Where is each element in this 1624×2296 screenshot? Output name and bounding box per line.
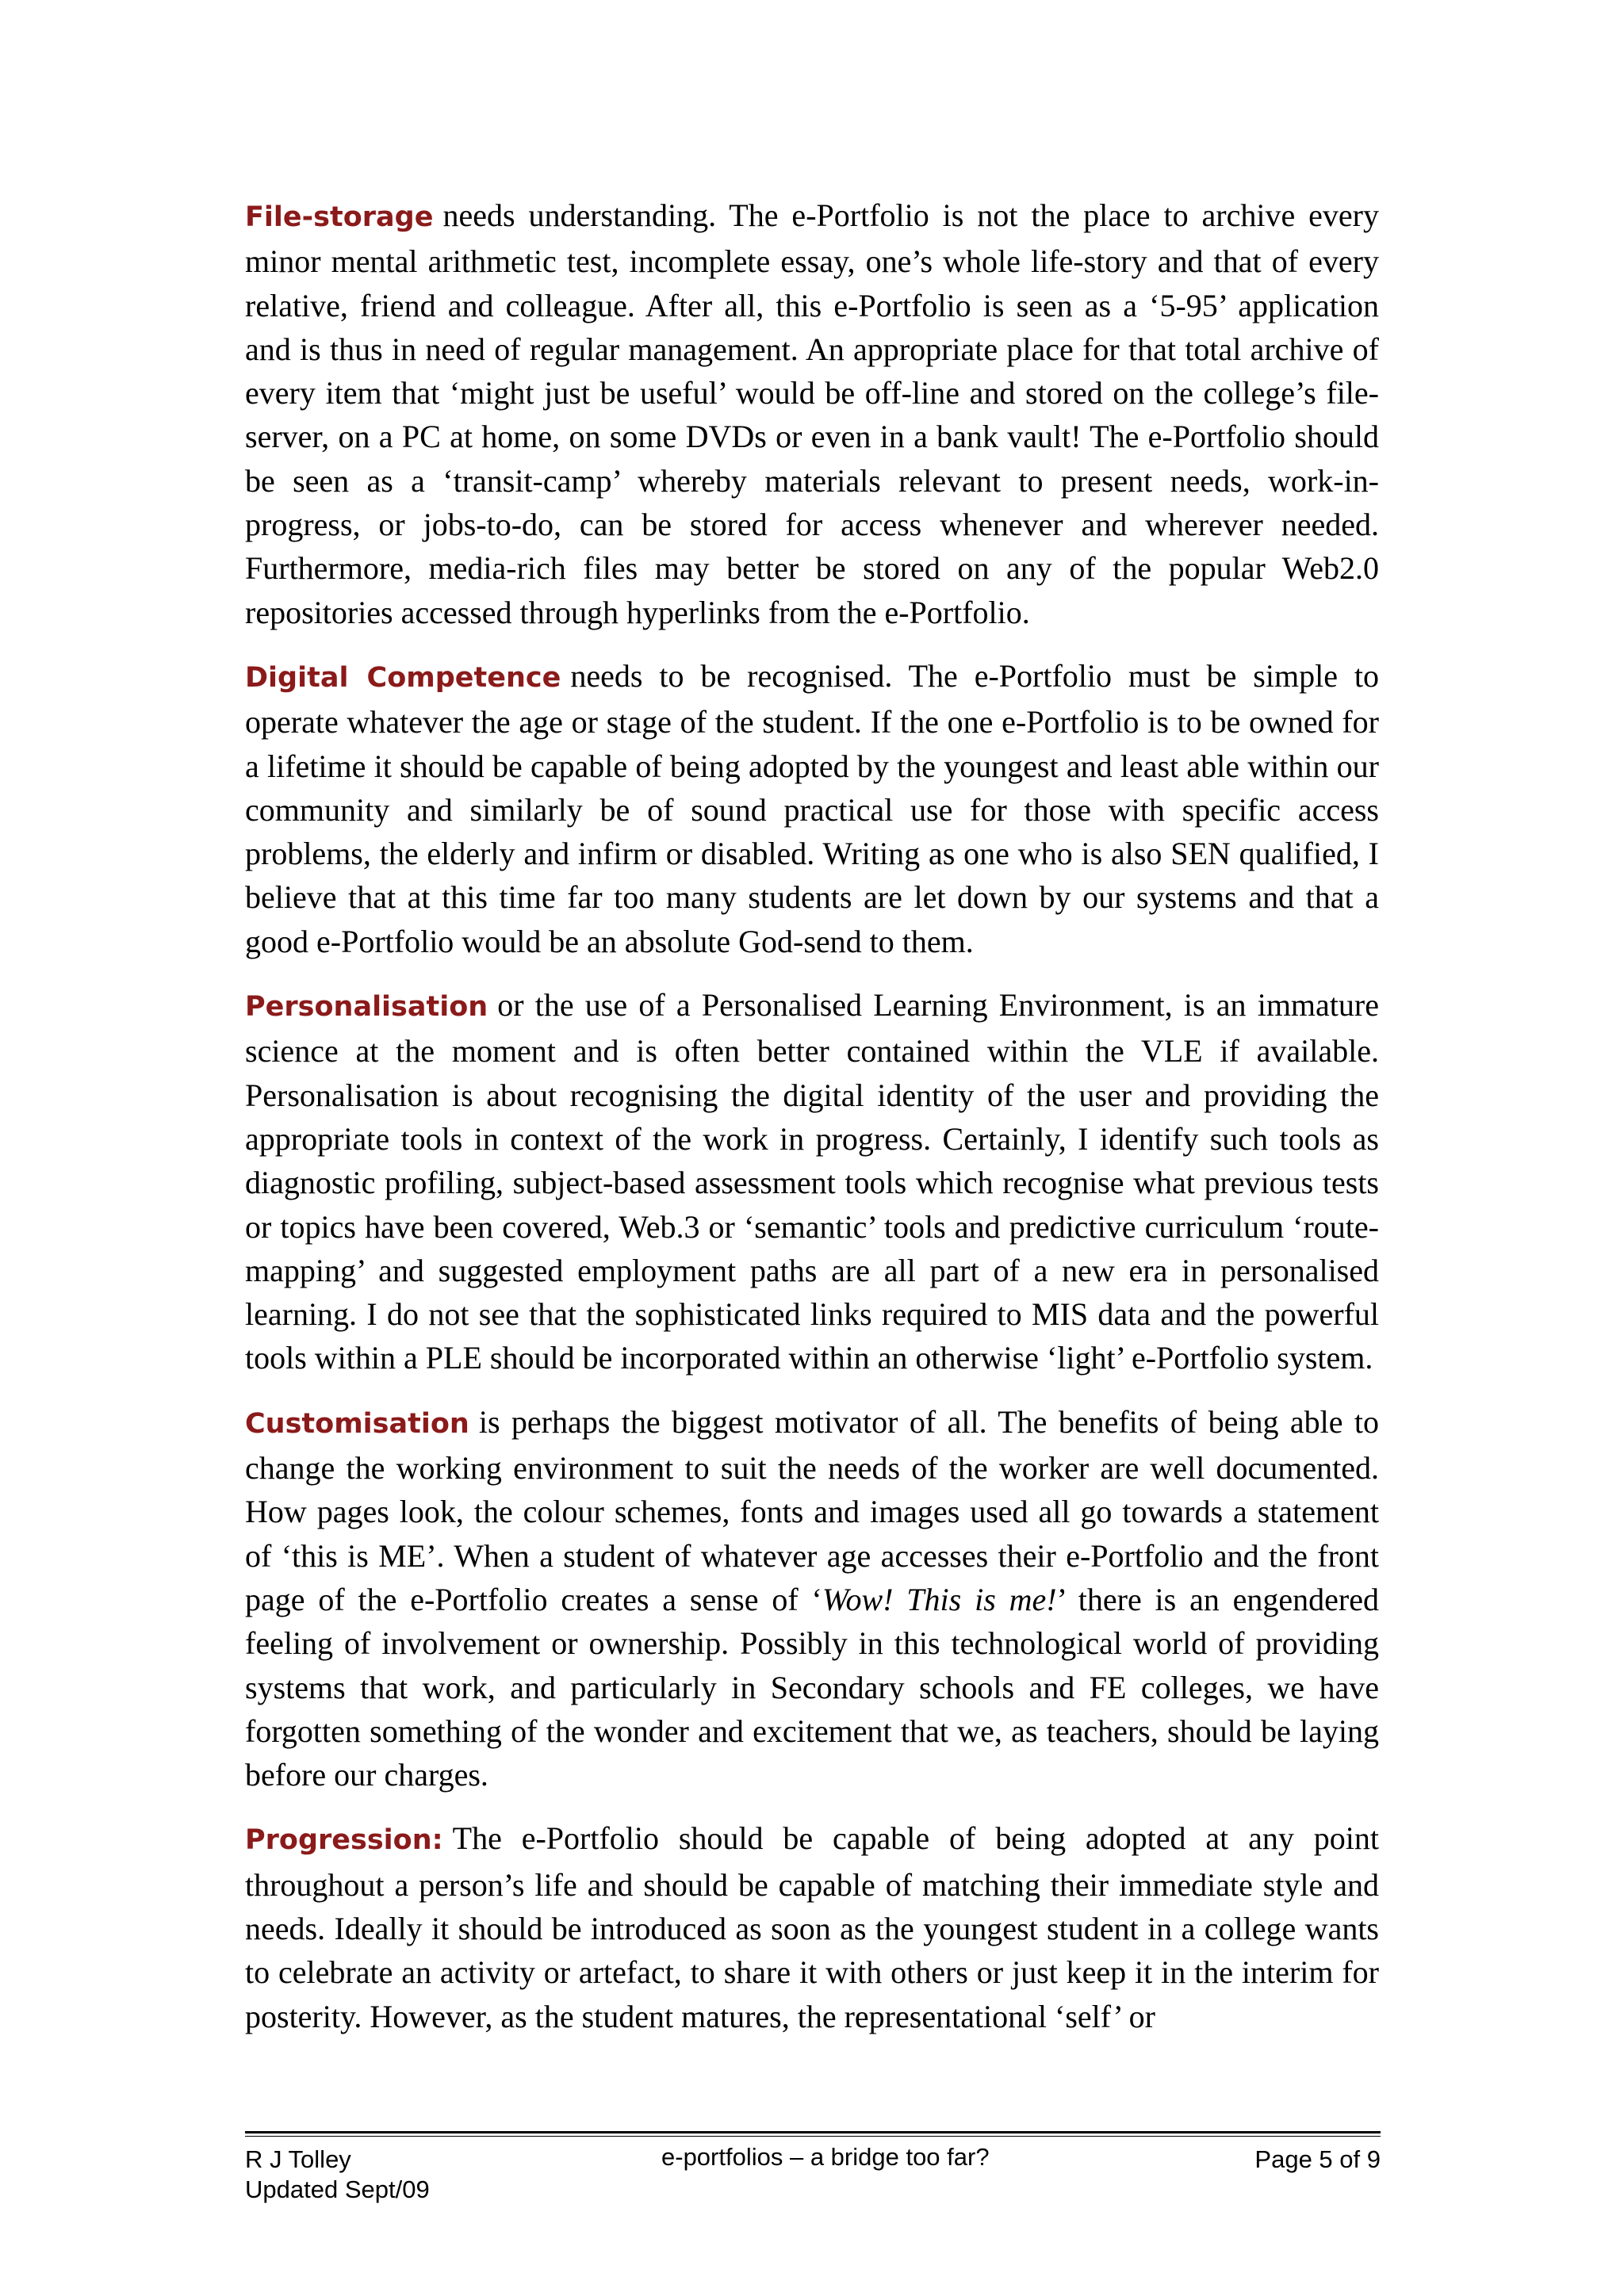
section-digital-competence <box>245 654 1379 963</box>
section-text: ’ there is an engendered feeling of involvement or ownership. Possibly in this technological world of providing systems that work, and particularly in Secondary schools and FE colleges, we have forgotten something of the wonder and excitement that we, as teachers, should be laying before our charges. <box>245 1581 1380 1793</box>
footer-page-number: Page 5 of 9 <box>1254 2145 1381 2173</box>
section-text: or the use of a Personalised Learning Environment, is an immature science at the moment and is often better contained within the VLE if available. Personalisation is about recognising the digital identity of the user and providing the appropriate tools in context of the work in progress. Certainly, I identify such tools as diagnostic profiling, subject-based assessment tools which recognise what previous tests or topics have been covered, Web.3 or ‘semantic’ tools and predictive curriculum ‘route-mapping’ and suggested employment paths are all part of a new era in personalised learning. I do not see that the sophisticated links required to MIS data and the powerful tools within a PLE should be incorporated within an otherwise ‘light’ e-Portfolio system. <box>245 987 1379 1376</box>
footer-row <box>245 2145 1381 2205</box>
section-heading: Digital Competence <box>245 661 561 694</box>
section-heading: Progression: <box>245 1824 443 1857</box>
section-text: needs to be recognised. The e-Portfolio must be simple to operate whatever the age or stage of the student. If the one e-Portfolio is to be owned for a lifetime it should be capable of being adopted by the youngest and least able within our community and similarly be of sound practical use for those with specific access problems, the elderly and infirm or disabled. Writing as one who is also SEN qualified, I believe that at this time far too many students are let down by our systems and that a good e-Portfolio would be an absolute God-send to them. <box>245 657 1379 959</box>
section-progression <box>245 1816 1379 2038</box>
section-text-italic: Wow! This is me! <box>822 1581 1057 1617</box>
footer-author: R J Tolley <box>245 2145 351 2173</box>
section-text: needs understanding. The e-Portfolio is not the place to archive every minor mental arithmetic test, incomplete essay, one’s whole life-story and that of every relative, friend and colleague. After all, this e-Portfolio is seen as a ‘5-95’ application and is thus in need of regular management. An appropriate place for that total archive of every item that ‘might just be useful’ would be off-line and stored on the college’s file-server, on a PC at home, on some DVDs or even in a bank vault! The e-Portfolio should be seen as a ‘transit-camp’ whereby materials relevant to present needs, work-in-progress, or jobs-to-do, can be stored for access whenever and wherever needed. Furthermore, media-rich files may better be stored on any of the popular Web2.0 repositories accessed through hyperlinks from the e-Portfolio. <box>245 197 1379 630</box>
section-text: The e-Portfolio should be capable of being adopted at any point throughout a person’s life and should be capable of matching their immediate style and needs. Ideally it should be introduced as soon as the youngest student in a college wants to celebrate an activity or artefact, to share it with others or just keep it in the interim for posterity. However, as the student matures, the representational ‘self’ or <box>245 1820 1379 2034</box>
footer-left <box>245 2145 430 2205</box>
section-file-storage <box>245 193 1379 634</box>
footer-title: e-portfolios – a bridge too far? <box>661 2143 990 2171</box>
footer-rule-thin <box>245 2136 1381 2137</box>
section-customisation <box>245 1400 1379 1797</box>
footer-updated: Updated Sept/09 <box>245 2175 430 2203</box>
page-footer <box>245 2131 1381 2205</box>
section-heading: Personalisation <box>245 991 488 1024</box>
section-heading: Customisation <box>245 1407 469 1440</box>
section-heading: File-storage <box>245 201 434 233</box>
footer-rule <box>245 2131 1381 2133</box>
document-body <box>245 193 1379 2058</box>
section-text: is perhaps the biggest motivator of all. The benefits of being able to change the working environment to suit the needs of the worker are well documented. How pages look, the colour schemes, fonts and images used all go towards a statement of ‘this is ME’. When a student of whatever age accesses their e-Portfolio and the front page of the e-Portfolio creates a sense of ‘ <box>245 1403 1379 1617</box>
section-personalisation <box>245 983 1379 1380</box>
